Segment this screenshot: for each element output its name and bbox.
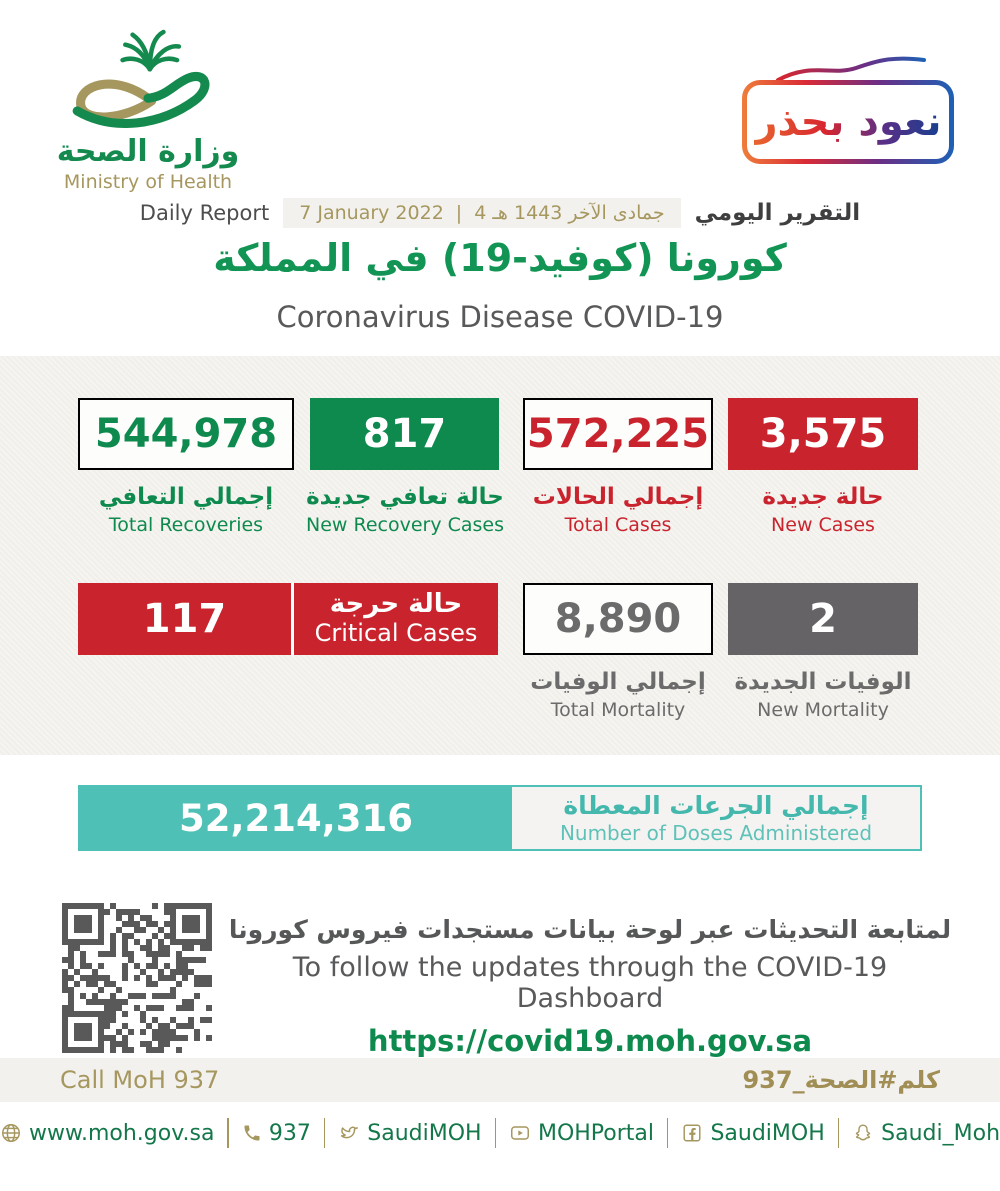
footer-divider [667, 1118, 668, 1148]
total-recoveries-label-en: Total Recoveries [108, 514, 264, 536]
snapchat-icon [852, 1122, 874, 1144]
footer-item-twitter[interactable] [338, 1121, 481, 1146]
new-cases-value: 3,575 [759, 411, 887, 457]
moh-logo-arabic: وزارة الصحة [56, 134, 240, 169]
doses-label-en: Number of Doses Administered [559, 821, 873, 845]
doses-label-ar: إجمالي الجرعات المعطاة [563, 791, 869, 820]
footer-item-website[interactable] [0, 1121, 214, 1146]
total-recoveries-label-ar: إجمالي التعافي [98, 484, 274, 510]
footer-phone-label: 937 [268, 1120, 311, 1146]
moh-logo-english: Ministry of Health [63, 171, 233, 193]
footer-website-label: www.moh.gov.sa [28, 1120, 215, 1146]
total-cases-label-ar: إجمالي الحالات [532, 484, 704, 510]
globe-icon [0, 1122, 22, 1144]
dashboard-url-link[interactable]: https://covid19.moh.gov.sa [367, 1024, 813, 1058]
footer-divider [838, 1118, 839, 1148]
new-cases-label [708, 484, 938, 536]
call-moh-arabic: كلم#الصحة_937 [742, 1066, 940, 1094]
statistics-band [0, 356, 1000, 755]
total-recoveries-label [71, 484, 301, 536]
doses-value: 52,214,316 [80, 787, 512, 849]
footer-youtube-label: MOHPortal [537, 1120, 655, 1146]
new-mortality-label-ar: الوفيات الجديدة [734, 669, 912, 695]
qr-code [62, 903, 212, 1053]
footer-item-youtube[interactable] [509, 1121, 654, 1146]
phone-icon [242, 1123, 262, 1143]
total-cases-card [523, 398, 713, 470]
dashboard-text-en: To follow the updates through the COVID-19 Dashboard [292, 952, 888, 1014]
moh-logo [48, 22, 248, 193]
footer-divider [324, 1118, 325, 1148]
new-mortality-card [728, 583, 918, 655]
gregorian-date: 7 January 2022 [299, 202, 444, 224]
youtube-icon [509, 1122, 531, 1144]
date-separator: | [455, 202, 463, 224]
footer-facebook-label: SaudiMOH [710, 1120, 825, 1146]
new-recoveries-value: 817 [362, 411, 447, 457]
new-recoveries-label [290, 484, 520, 536]
total-cases-label [503, 484, 733, 536]
total-mortality-value: 8,890 [554, 596, 682, 642]
footer-item-facebook[interactable] [681, 1121, 824, 1146]
critical-cases-label-ar: حالة حرجة [329, 589, 463, 620]
hijri-date: 4 جمادى الآخر 1443 هـ [474, 202, 665, 224]
moh-logo-icon [48, 22, 248, 140]
report-date-box [283, 198, 680, 228]
total-recoveries-card [78, 398, 294, 470]
doses-label [512, 787, 920, 849]
total-cases-value: 572,225 [526, 411, 710, 457]
critical-cases-value: 117 [142, 596, 227, 642]
facebook-icon [681, 1122, 703, 1144]
twitter-icon [338, 1122, 360, 1144]
footer-item-snapchat[interactable] [852, 1121, 1000, 1146]
new-recoveries-label-ar: حالة تعافي جديدة [306, 484, 504, 510]
badge-text: نعود بحذر [754, 99, 942, 145]
footer-divider [495, 1118, 496, 1148]
call-moh-strip [0, 1058, 1000, 1102]
new-cases-label-en: New Cases [771, 514, 875, 536]
daily-report-label: Daily Report [139, 201, 270, 225]
new-recoveries-card [310, 398, 499, 470]
total-recoveries-value: 544,978 [94, 411, 278, 457]
new-recoveries-label-en: New Recovery Cases [305, 514, 504, 536]
dashboard-info [220, 915, 960, 1058]
report-meta-row [0, 198, 1000, 228]
total-mortality-label-ar: إجمالي الوفيات [530, 669, 706, 695]
return-with-caution-badge [742, 52, 954, 164]
critical-cases-label [294, 583, 498, 655]
page-title-english: Coronavirus Disease COVID-19 [276, 300, 724, 334]
critical-cases-label-en: Critical Cases [314, 619, 478, 648]
total-mortality-label-en: Total Mortality [550, 699, 686, 721]
dashboard-text-ar: لمتابعة التحديثات عبر لوحة بيانات مستجدات فيروس كورونا [228, 915, 952, 944]
footer-divider [227, 1118, 228, 1148]
daily-report-label-arabic: التقرير اليومي [694, 200, 861, 226]
new-cases-card [728, 398, 918, 470]
new-cases-label-ar: حالة جديدة [762, 484, 884, 510]
badge-frame [742, 80, 954, 164]
new-mortality-label-en: New Mortality [757, 699, 889, 721]
new-mortality-label [708, 669, 938, 721]
footer-item-phone[interactable] [242, 1121, 311, 1146]
footer-snapchat-label: Saudi_Moh [881, 1120, 1000, 1146]
doses-administered-bar [78, 785, 922, 851]
new-mortality-value: 2 [809, 596, 837, 642]
critical-cases-card [78, 583, 498, 655]
footer-twitter-label: SaudiMOH [367, 1120, 482, 1146]
footer-contact-row [0, 1118, 1000, 1148]
total-mortality-label [503, 669, 733, 721]
total-cases-label-en: Total Cases [564, 514, 672, 536]
page-title-arabic: كورونا (كوفيد-19) في المملكة [213, 236, 787, 280]
total-mortality-card [523, 583, 713, 655]
critical-cases-value-cell [78, 583, 294, 655]
call-moh-english: Call MoH 937 [60, 1066, 220, 1094]
